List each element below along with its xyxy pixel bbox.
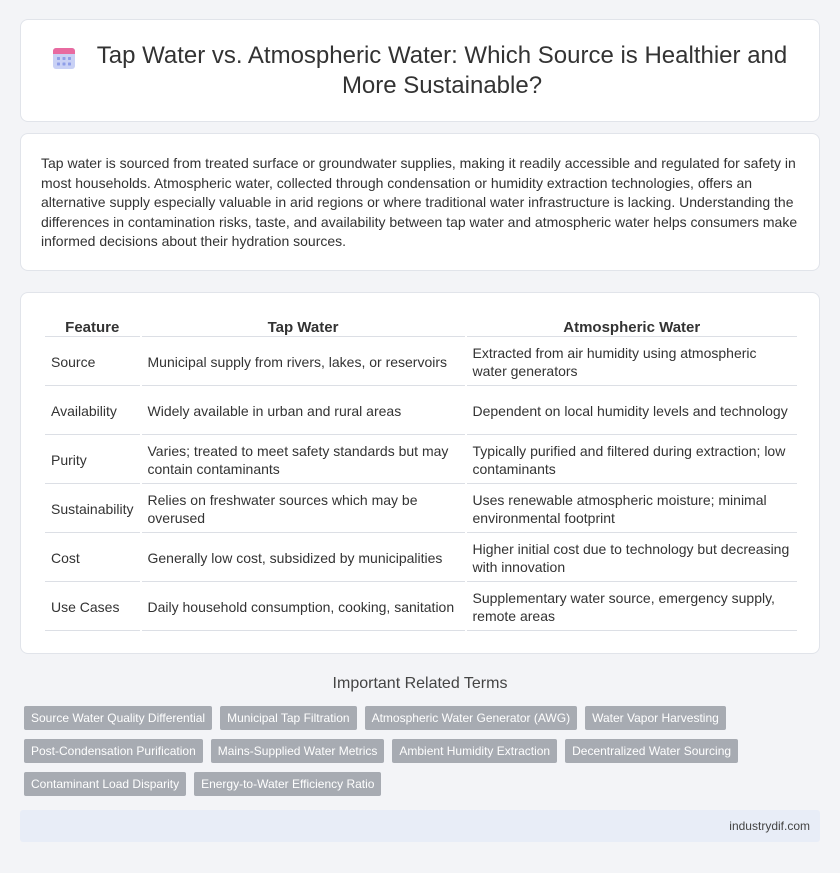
header-tap-water: Tap Water [142,315,465,337]
page-title: Tap Water vs. Atmospheric Water: Which Source is Healthier and More Sustainable? [96,41,788,99]
table-row [45,535,797,582]
related-term-tag[interactable]: Water Vapor Harvesting [585,706,726,730]
related-term-tag[interactable]: Municipal Tap Filtration [220,706,357,730]
comparison-card [20,292,820,654]
cell-atmospheric-water: Supplementary water source, emergency supply, remote areas [467,584,798,631]
related-term-tag[interactable]: Ambient Humidity Extraction [392,739,557,763]
cell-atmospheric-water: Uses renewable atmospheric moisture; minimal environmental footprint [467,486,798,533]
footer [20,810,820,842]
table-row [45,437,797,484]
footer-site-link[interactable]: industrydif.com [729,819,810,833]
related-term-tag[interactable]: Mains-Supplied Water Metrics [211,739,385,763]
intro-paragraph: Tap water is sourced from treated surface or groundwater supplies, making it readily accessible and regulated for safety in most households. Atmospheric water, collected through condensation or humidity extraction technologies, offers an alternative supply especially valuable in arid regions or where traditional water infrastructure is lacking. Understanding the differences in contamination risks, taste, and availability between tap water and atmospheric water helps consumers make informed decisions about their hydration sources. [41,155,798,249]
cell-feature: Cost [45,535,140,582]
header-feature: Feature [45,315,140,337]
related-term-tag[interactable]: Atmospheric Water Generator (AWG) [365,706,578,730]
title-card [20,19,820,122]
cell-atmospheric-water: Dependent on local humidity levels and technology [467,388,798,435]
intro-card [20,133,820,271]
cell-atmospheric-water: Extracted from air humidity using atmospheric water generators [467,339,798,386]
cell-feature: Purity [45,437,140,484]
related-term-tag[interactable]: Energy-to-Water Efficiency Ratio [194,772,381,796]
header-atmospheric-water: Atmospheric Water [467,315,798,337]
table-row [45,584,797,631]
cell-tap-water: Relies on freshwater sources which may be overused [142,486,465,533]
cell-atmospheric-water: Typically purified and filtered during extraction; low contaminants [467,437,798,484]
table-row [45,486,797,533]
cell-feature: Source [45,339,140,386]
related-terms-title: Important Related Terms [332,675,508,692]
cell-tap-water: Generally low cost, subsidized by municipalities [142,535,465,582]
cell-tap-water: Varies; treated to meet safety standards but may contain contaminants [142,437,465,484]
calendar-grid-icon [51,45,77,71]
related-term-tag[interactable]: Post-Condensation Purification [24,739,203,763]
cell-tap-water: Daily household consumption, cooking, sanitation [142,584,465,631]
title-wrap [21,20,819,121]
cell-feature: Availability [45,388,140,435]
cell-feature: Use Cases [45,584,140,631]
cell-atmospheric-water: Higher initial cost due to technology but decreasing with innovation [467,535,798,582]
cell-tap-water: Municipal supply from rivers, lakes, or reservoirs [142,339,465,386]
related-terms-tags [24,706,824,796]
comparison-table [43,313,799,633]
cell-feature: Sustainability [45,486,140,533]
related-term-tag[interactable]: Decentralized Water Sourcing [565,739,738,763]
related-term-tag[interactable]: Contaminant Load Disparity [24,772,186,796]
related-term-tag[interactable]: Source Water Quality Differential [24,706,212,730]
table-header-row [45,315,797,337]
cell-tap-water: Widely available in urban and rural areas [142,388,465,435]
table-row [45,339,797,386]
table-row [45,388,797,435]
